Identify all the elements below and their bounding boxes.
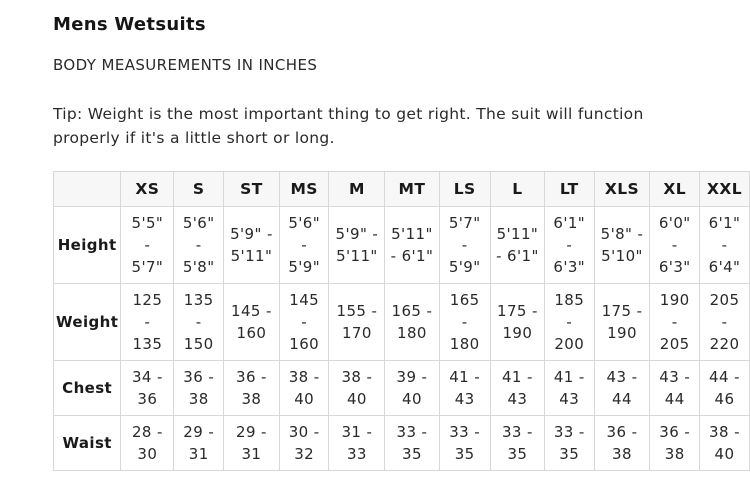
weight-cell-xs [121, 284, 174, 361]
cell-line: 33 - [449, 423, 481, 441]
cell-line: 39 - [396, 368, 428, 386]
cell-line: 36 - [659, 423, 691, 441]
weight-cell-ms [279, 284, 329, 361]
size-header-xl: XL [650, 172, 700, 207]
height-cell-mt [385, 207, 439, 284]
cell-line: 145 - [231, 302, 272, 320]
cell-line: 160 [236, 324, 267, 342]
cell-line: 38 [241, 390, 262, 408]
cell-line: 5'10" [601, 247, 643, 265]
cell-line: 5'8" - [600, 225, 644, 243]
cell-line: 34 - [131, 368, 163, 386]
waist-row-label: Waist [54, 416, 121, 471]
cell-line: 33 - [553, 423, 585, 441]
height-cell-xxl [699, 207, 749, 284]
cell-line: 43 [559, 390, 580, 408]
cell-line: 185 [554, 291, 585, 309]
waist-cell-mt [385, 416, 439, 471]
cell-line: 5'11" [336, 247, 378, 265]
cell-line: 175 - [497, 302, 538, 320]
cell-line: 38 [188, 390, 209, 408]
height-cell-lt [544, 207, 594, 284]
cell-line: 5'6" [182, 214, 215, 232]
waist-cell-s [174, 416, 224, 471]
cell-line: - [301, 313, 308, 331]
cell-line: 40 [294, 390, 315, 408]
cell-line: 38 - [288, 368, 320, 386]
measurements-subtitle: BODY MEASUREMENTS IN INCHES [53, 56, 318, 74]
cell-line: 44 [664, 390, 685, 408]
cell-line: 30 - [288, 423, 320, 441]
height-row-label: Height [54, 207, 121, 284]
cell-line: 165 - [391, 302, 433, 320]
cell-line: 38 [612, 445, 632, 463]
chest-cell-st [223, 361, 279, 416]
cell-line: 200 [554, 335, 585, 353]
cell-line: 160 [289, 335, 320, 353]
cell-line: - [721, 236, 728, 254]
height-cell-ms [279, 207, 329, 284]
waist-cell-st [223, 416, 279, 471]
size-header-m: M [329, 172, 385, 207]
waist-cell-xxl [699, 416, 749, 471]
chest-cell-lt [544, 361, 594, 416]
sizing-tip: Tip: Weight is the most important thing to get right. The suit will function properly if it's a little short or long. [53, 105, 644, 147]
cell-line: 5'11" [391, 225, 433, 243]
chest-cell-mt [385, 361, 439, 416]
cell-line: 30 [137, 445, 158, 463]
cell-line: 44 - [709, 368, 740, 386]
size-header-lt: LT [544, 172, 594, 207]
cell-line: 6'4" [708, 258, 741, 276]
chest-row-label: Chest [54, 361, 121, 416]
cell-line: - [195, 313, 202, 331]
size-header-ls: LS [439, 172, 490, 207]
cell-line: - [566, 236, 573, 254]
cell-line: 28 - [131, 423, 163, 441]
cell-line: 43 [454, 390, 475, 408]
cell-line: - [301, 236, 308, 254]
size-header-l: L [490, 172, 544, 207]
cell-line: 5'7" [448, 214, 481, 232]
size-header-st: ST [223, 172, 279, 207]
size-chart-body [54, 207, 750, 471]
size-header-row [54, 172, 750, 207]
cell-line: 38 [664, 445, 685, 463]
cell-line: 5'9" [288, 258, 321, 276]
cell-line: 190 [659, 291, 690, 309]
cell-line: 170 [341, 324, 372, 342]
waist-cell-xs [121, 416, 174, 471]
weight-cell-xl [650, 284, 700, 361]
cell-line: - [461, 236, 468, 254]
cell-line: 190 [502, 324, 533, 342]
chest-cell-ms [279, 361, 329, 416]
chest-cell-xls [594, 361, 650, 416]
chest-cell-m [329, 361, 385, 416]
chest-cell-s [174, 361, 224, 416]
cell-line: 35 [402, 445, 422, 463]
waist-cell-lt [544, 416, 594, 471]
cell-line: 6'1" [553, 214, 586, 232]
cell-line: 31 [188, 445, 209, 463]
header-corner-cell [54, 172, 121, 207]
cell-line: 35 [559, 445, 580, 463]
weight-row-label: Weight [54, 284, 121, 361]
cell-line: 6'1" [708, 214, 741, 232]
cell-line: 31 - [341, 423, 373, 441]
waist-row [54, 416, 750, 471]
cell-line: 33 [346, 445, 367, 463]
cell-line: 155 - [336, 302, 378, 320]
page-title: Mens Wetsuits [53, 14, 206, 35]
cell-line: 43 - [659, 368, 691, 386]
chest-cell-xs [121, 361, 174, 416]
cell-line: 32 [294, 445, 315, 463]
cell-line: 180 [449, 335, 480, 353]
cell-line: 41 - [449, 368, 481, 386]
height-row [54, 207, 750, 284]
cell-line: 38 - [341, 368, 373, 386]
height-cell-st [223, 207, 279, 284]
cell-line: 205 [709, 291, 740, 309]
height-cell-xl [650, 207, 700, 284]
cell-line: - [144, 313, 151, 331]
cell-line: 29 - [236, 423, 267, 441]
cell-line: 190 [607, 324, 637, 342]
weight-cell-xxl [699, 284, 749, 361]
cell-line: 36 [137, 390, 158, 408]
cell-line: 6'3" [658, 258, 691, 276]
cell-line: 5'9" [448, 258, 481, 276]
cell-line: 175 - [601, 302, 643, 320]
waist-cell-m [329, 416, 385, 471]
height-cell-l [490, 207, 544, 284]
chest-cell-xxl [699, 361, 749, 416]
chest-row [54, 361, 750, 416]
cell-line: 41 - [501, 368, 533, 386]
size-header-ms: MS [279, 172, 329, 207]
cell-line: 36 - [606, 423, 638, 441]
cell-line: 5'9" - [335, 225, 379, 243]
cell-line: 5'8" [182, 258, 215, 276]
weight-cell-lt [544, 284, 594, 361]
waist-cell-ms [279, 416, 329, 471]
height-cell-m [329, 207, 385, 284]
cell-line: - [144, 236, 151, 254]
size-header-mt: MT [385, 172, 439, 207]
cell-line: 165 [449, 291, 480, 309]
cell-line: 220 [709, 335, 740, 353]
cell-line: - [461, 313, 468, 331]
height-cell-ls [439, 207, 490, 284]
waist-cell-xls [594, 416, 650, 471]
cell-line: 5'7" [131, 258, 164, 276]
cell-line: 5'11" [496, 225, 539, 243]
height-cell-xls [594, 207, 650, 284]
size-header-xs: XS [121, 172, 174, 207]
weight-cell-s [174, 284, 224, 361]
cell-line: 6'3" [553, 258, 586, 276]
cell-line: 43 - [606, 368, 638, 386]
cell-line: - 6'1" [390, 247, 434, 265]
weight-cell-st [223, 284, 279, 361]
cell-line: - [671, 236, 678, 254]
cell-line: 36 - [236, 368, 267, 386]
cell-line: - [671, 313, 678, 331]
chest-cell-xl [650, 361, 700, 416]
height-cell-xs [121, 207, 174, 284]
weight-cell-l [490, 284, 544, 361]
cell-line: 5'11" [230, 247, 273, 265]
cell-line: - [195, 236, 202, 254]
cell-line: 135 [183, 291, 214, 309]
cell-line: 180 [397, 324, 427, 342]
cell-line: 31 [241, 445, 262, 463]
cell-line: 35 [507, 445, 528, 463]
cell-line: 40 [402, 390, 422, 408]
cell-line: 44 [612, 390, 632, 408]
cell-line: 6'0" [658, 214, 691, 232]
cell-line: 33 - [501, 423, 533, 441]
weight-cell-xls [594, 284, 650, 361]
cell-line: 29 - [183, 423, 215, 441]
weight-cell-ls [439, 284, 490, 361]
cell-line: 43 [507, 390, 528, 408]
cell-line: 40 [346, 390, 367, 408]
size-header-s: S [174, 172, 224, 207]
cell-line: 35 [454, 445, 475, 463]
cell-line: 5'9" - [230, 225, 273, 243]
chest-cell-l [490, 361, 544, 416]
waist-cell-ls [439, 416, 490, 471]
cell-line: 205 [659, 335, 690, 353]
cell-line: 135 [132, 335, 163, 353]
size-header-xls: XLS [594, 172, 650, 207]
size-header-xxl: XXL [699, 172, 749, 207]
cell-line: - [721, 313, 728, 331]
cell-line: 33 - [396, 423, 428, 441]
cell-line: 38 - [709, 423, 740, 441]
cell-line: 40 [714, 445, 735, 463]
height-cell-s [174, 207, 224, 284]
cell-line: 5'5" [131, 214, 164, 232]
cell-line: 41 - [553, 368, 585, 386]
weight-cell-m [329, 284, 385, 361]
waist-cell-xl [650, 416, 700, 471]
waist-cell-l [490, 416, 544, 471]
weight-row [54, 284, 750, 361]
cell-line: 5'6" [288, 214, 321, 232]
weight-cell-mt [385, 284, 439, 361]
cell-line: 125 [132, 291, 163, 309]
cell-line: 150 [183, 335, 214, 353]
cell-line: 36 - [183, 368, 215, 386]
cell-line: - 6'1" [496, 247, 539, 265]
cell-line: 46 [714, 390, 735, 408]
cell-line: 145 [289, 291, 320, 309]
chest-cell-ls [439, 361, 490, 416]
size-chart-table [53, 171, 750, 471]
cell-line: - [566, 313, 573, 331]
